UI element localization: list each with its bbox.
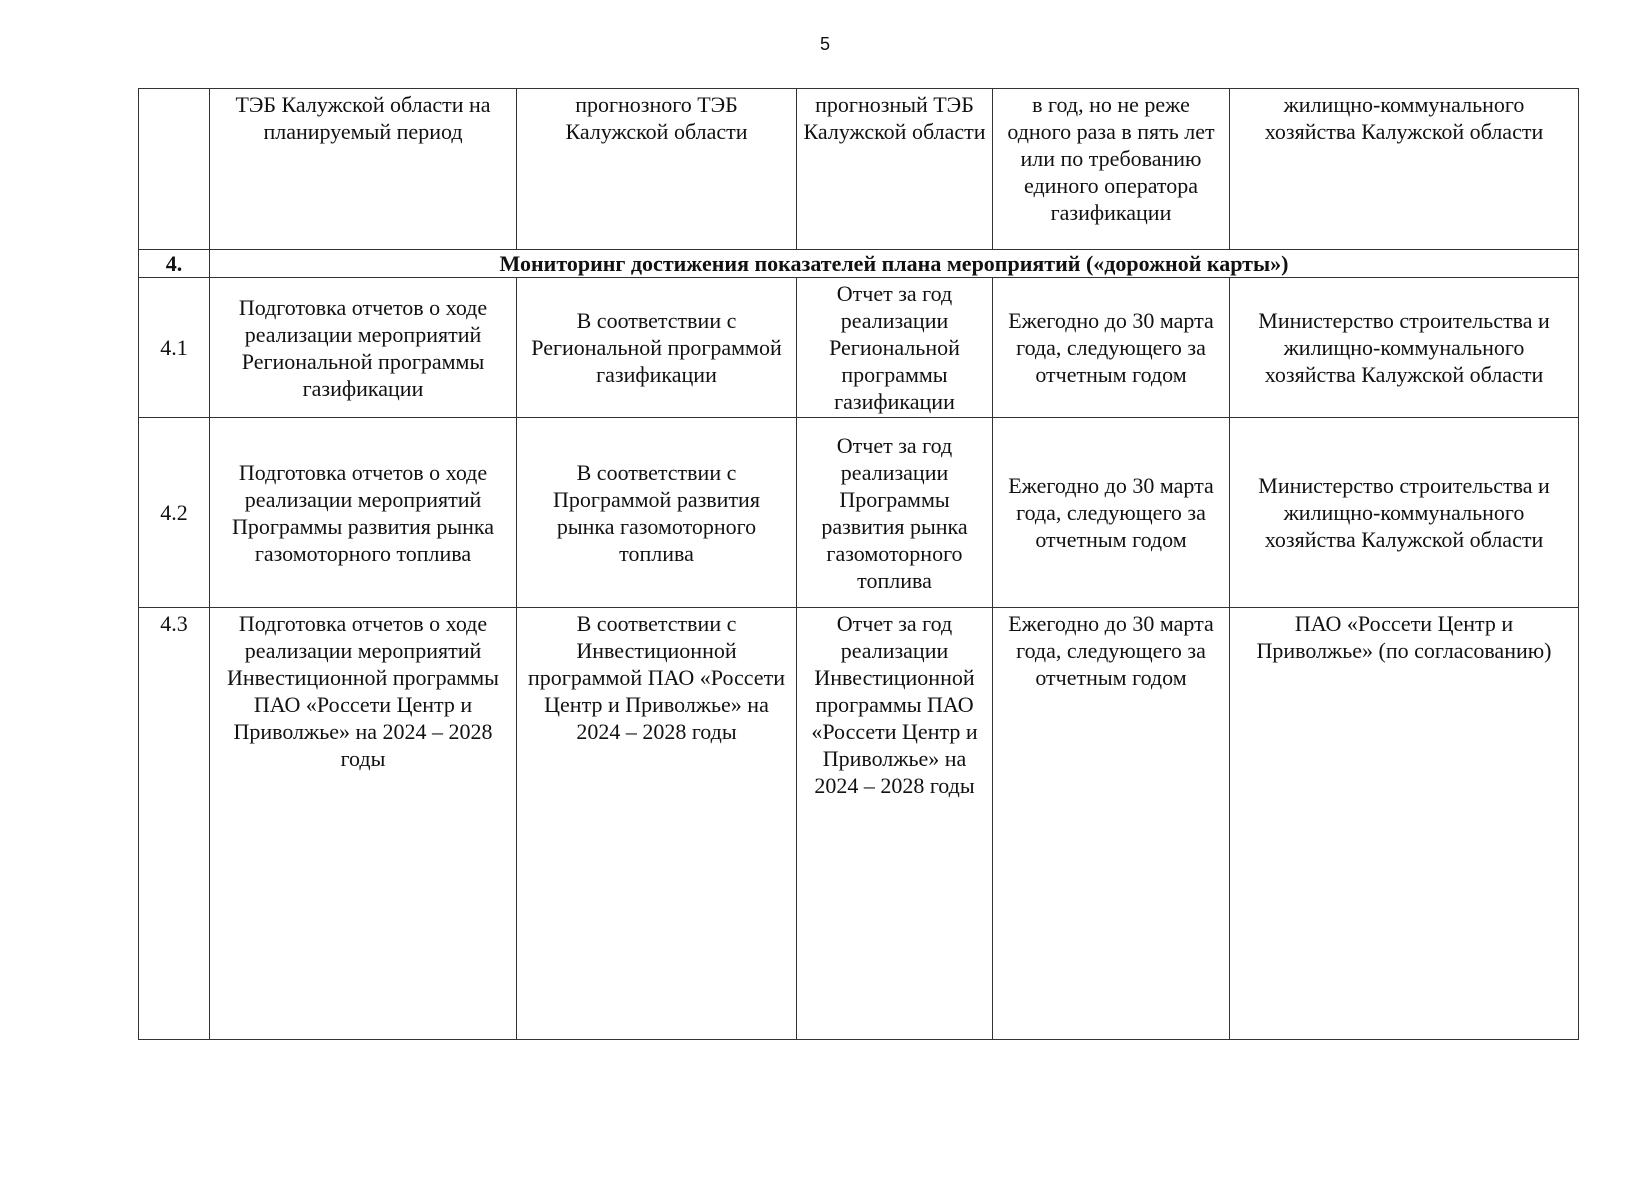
- row-number: 4.1: [139, 278, 210, 418]
- task-cell: Подготовка отчетов о ходе реализации мероприятий Региональной программы газификации: [210, 278, 517, 418]
- task-cell: ТЭБ Калужской области на планируемый период: [210, 89, 517, 250]
- mechanism-cell: В соответствии с Программой развития рынка газомоторного топлива: [517, 418, 797, 608]
- responsible-cell: жилищно-коммунального хозяйства Калужской области: [1230, 89, 1579, 250]
- responsible-cell: Министерство строительства и жилищно-коммунального хозяйства Калужской области: [1230, 418, 1579, 608]
- mechanism-cell: прогнозного ТЭБ Калужской области: [517, 89, 797, 250]
- table-row: [139, 608, 1579, 1040]
- page-number: 5: [819, 34, 830, 54]
- table-row: [139, 418, 1579, 608]
- task-cell: Подготовка отчетов о ходе реализации мероприятий Программы развития рынка газомоторного топлива: [210, 418, 517, 608]
- deadline-cell: Ежегодно до 30 марта года, следующего за отчетным годом: [993, 608, 1230, 1040]
- row-number: 4.2: [139, 418, 210, 608]
- mechanism-cell: В соответствии с Региональной программой газификации: [517, 278, 797, 418]
- task-cell: Подготовка отчетов о ходе реализации мероприятий Инвестиционной программы ПАО «Россети Центр и Приволжье» на 2024 – 2028 годы: [210, 608, 517, 1040]
- deadline-cell: в год, но не реже одного раза в пять лет или по требованию единого оператора газификации: [993, 89, 1230, 250]
- responsible-cell: Министерство строительства и жилищно-коммунального хозяйства Калужской области: [1230, 278, 1579, 418]
- section-heading-row: [139, 250, 1579, 278]
- row-number: [139, 89, 210, 250]
- result-cell: Отчет за год реализации Региональной программы газификации: [797, 278, 993, 418]
- row-number: 4.3: [139, 608, 210, 1040]
- roadmap-table: [138, 88, 1579, 1040]
- result-cell: Отчет за год реализации Программы развития рынка газомоторного топлива: [797, 418, 993, 608]
- table-row-continued: [139, 89, 1579, 250]
- section-number: 4.: [139, 250, 210, 278]
- section-title: Мониторинг достижения показателей плана мероприятий («дорожной карты»): [210, 250, 1579, 278]
- table-row: [139, 278, 1579, 418]
- deadline-cell: Ежегодно до 30 марта года, следующего за отчетным годом: [993, 278, 1230, 418]
- deadline-cell: Ежегодно до 30 марта года, следующего за отчетным годом: [993, 418, 1230, 608]
- mechanism-cell: В соответствии с Инвестиционной программой ПАО «Россети Центр и Приволжье» на 2024 – 2028 годы: [517, 608, 797, 1040]
- result-cell: Отчет за год реализации Инвестиционной программы ПАО «Россети Центр и Приволжье» на 2024 – 2028 годы: [797, 608, 993, 1040]
- result-cell: прогнозный ТЭБ Калужской области: [797, 89, 993, 250]
- responsible-cell: ПАО «Россети Центр и Приволжье» (по согласованию): [1230, 608, 1579, 1040]
